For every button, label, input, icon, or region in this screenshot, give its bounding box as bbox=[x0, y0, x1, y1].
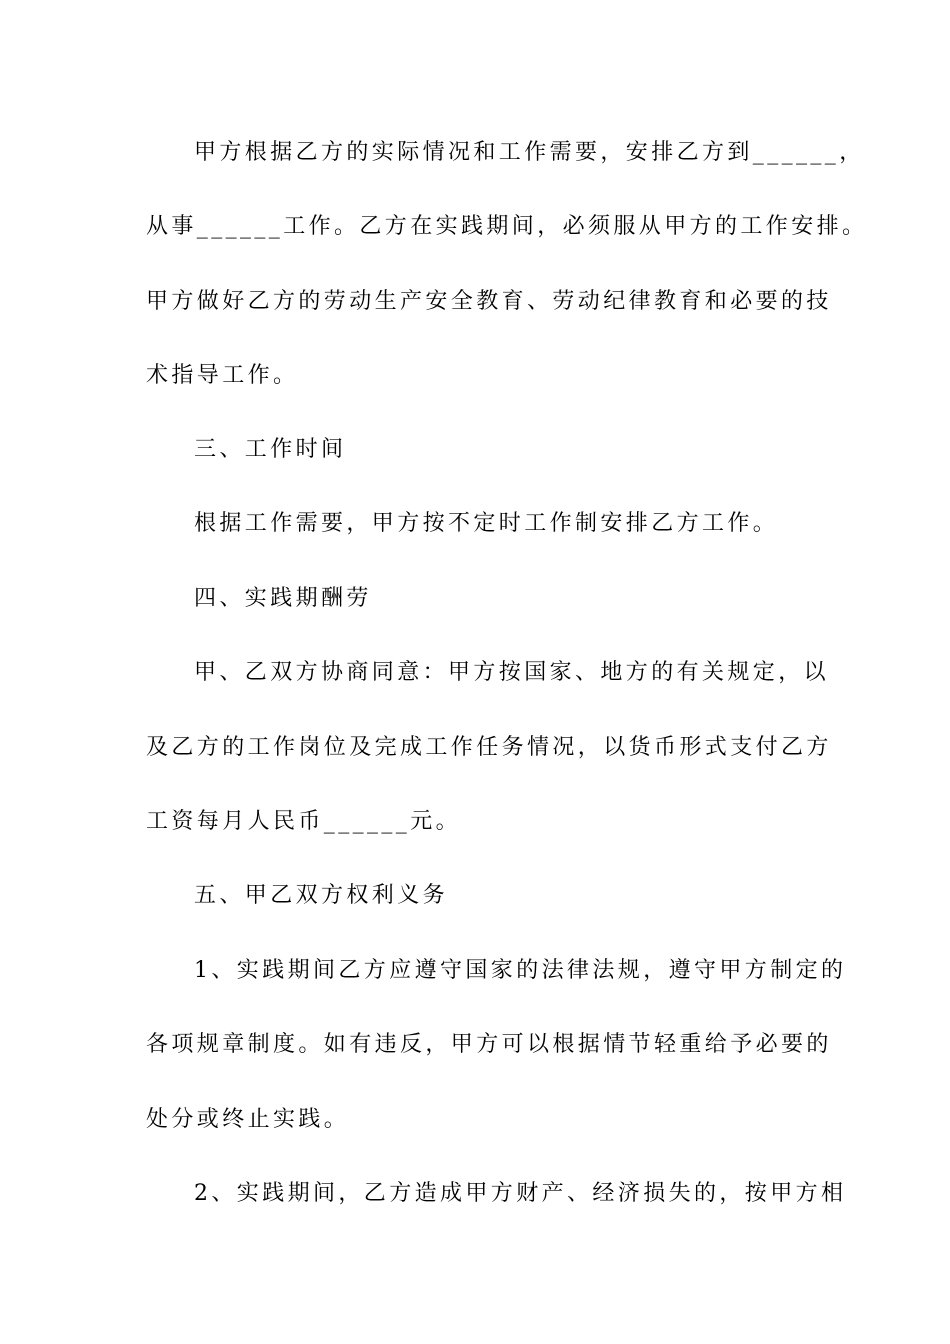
paragraph-line-2: 从事______工作。乙方在实践期间，必须服从甲方的工作安排。 bbox=[146, 214, 868, 239]
section-heading-work-time: 三、工作时间 bbox=[194, 437, 347, 462]
paragraph-line-12: 2、实践期间，乙方造成甲方财产、经济损失的，按甲方相 bbox=[194, 1181, 847, 1206]
paragraph-line-8: 工资每月人民币______元。 bbox=[146, 809, 462, 834]
paragraph-line-4: 术指导工作。 bbox=[146, 363, 299, 388]
paragraph-line-11: 处分或终止实践。 bbox=[146, 1107, 350, 1132]
section-heading-remuneration: 四、实践期酬劳 bbox=[194, 586, 372, 611]
paragraph-line-1: 甲方根据乙方的实际情况和工作需要，安排乙方到______， bbox=[194, 140, 865, 165]
paragraph-line-5: 根据工作需要，甲方按不定时工作制安排乙方工作。 bbox=[194, 511, 779, 536]
paragraph-line-6: 甲、乙双方协商同意：甲方按国家、地方的有关规定，以 bbox=[194, 660, 830, 685]
paragraph-line-9: 1、实践期间乙方应遵守国家的法律法规，遵守甲方制定的 bbox=[194, 958, 847, 983]
paragraph-line-10: 各项规章制度。如有违反，甲方可以根据情节轻重给予必要的 bbox=[146, 1032, 832, 1057]
paragraph-line-7: 及乙方的工作岗位及完成工作任务情况，以货币形式支付乙方 bbox=[146, 735, 832, 760]
paragraph-line-3: 甲方做好乙方的劳动生产安全教育、劳动纪律教育和必要的技 bbox=[146, 289, 832, 314]
section-heading-rights-obligations: 五、甲乙双方权利义务 bbox=[194, 883, 449, 908]
